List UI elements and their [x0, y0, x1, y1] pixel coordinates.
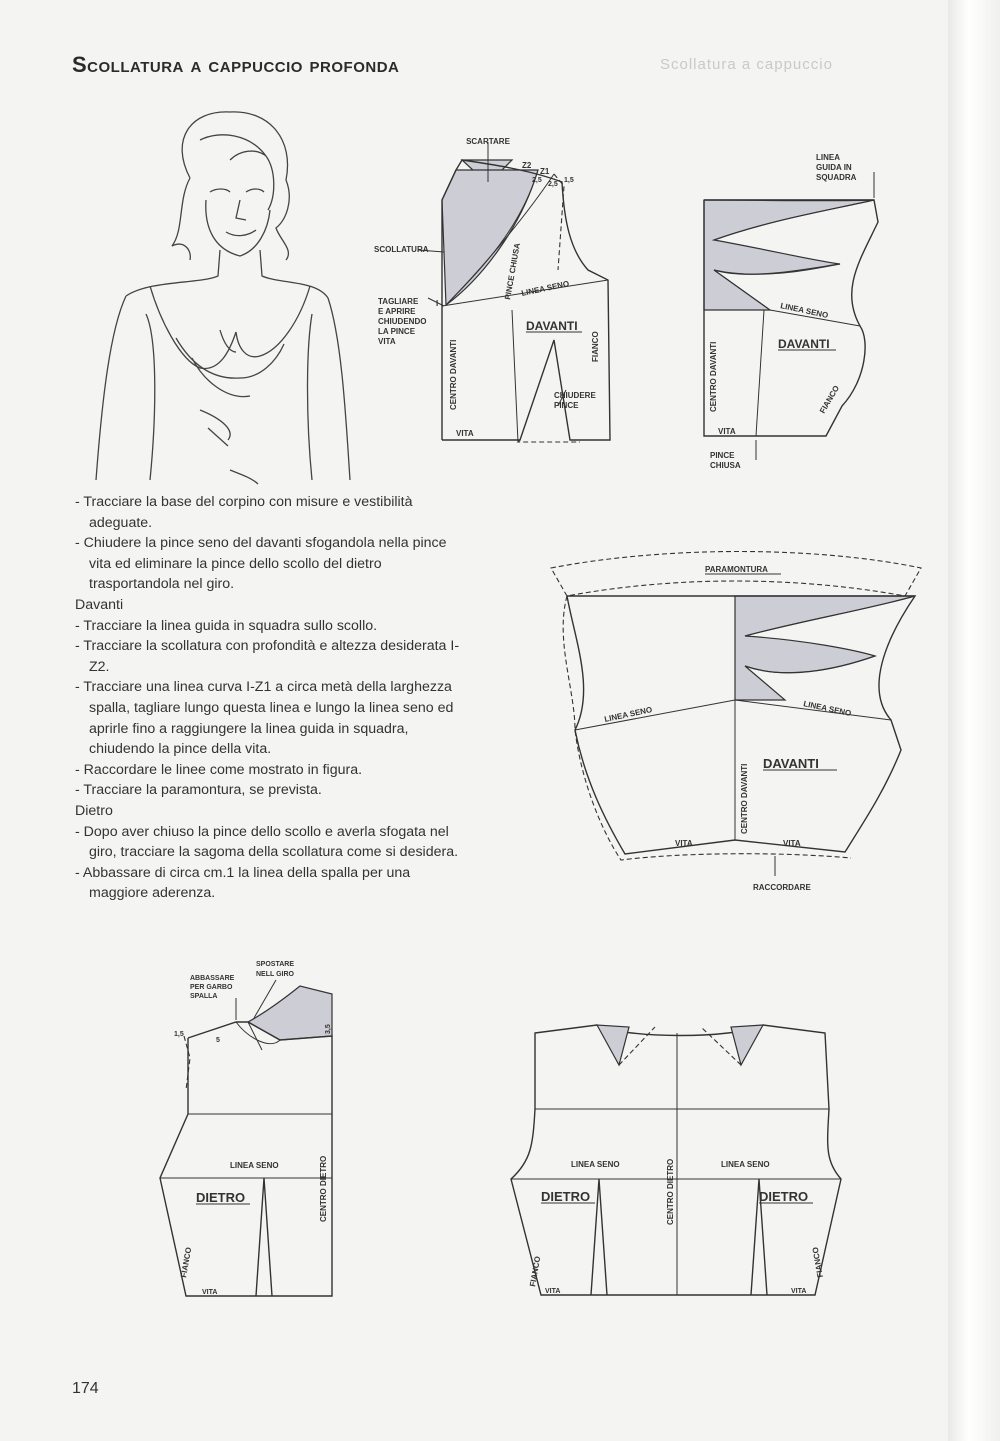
dietro-label: DIETRO	[196, 1190, 246, 1205]
bleed-through-title: Scollatura a cappuccio	[660, 56, 833, 73]
tagliare-line-4: LA PINCE	[378, 327, 416, 336]
z2-label: Z2	[522, 161, 532, 170]
back-outline	[511, 1025, 841, 1295]
bodice-outline	[704, 200, 878, 436]
intro-item: - Chiudere la pince seno del davanti sfogandola nella pince vita ed eliminare la pince dello scollo del dietro trasportandola nel giro.	[75, 535, 447, 593]
linea-guida-line-2: GUIDA IN	[816, 163, 852, 172]
fashion-sketch	[80, 100, 380, 500]
abbassare-line-2: PER GARBO	[190, 984, 233, 991]
diagram-davanti-aperto	[690, 150, 910, 480]
tagliare-line-3: CHIUDENDO	[378, 317, 427, 326]
scartare-label: SCARTARE	[466, 137, 510, 146]
linea-seno-right-label: LINEA SENO	[802, 699, 853, 719]
measure-1: 2,5	[532, 177, 542, 184]
linea-seno-left-label: LINEA SENO	[603, 705, 653, 724]
centro-davanti-label: CENTRO DAVANTI	[449, 339, 458, 410]
point-i-label: I	[436, 299, 439, 308]
raccordare-label: RACCORDARE	[753, 883, 811, 892]
linea-guida-line-1: LINEA	[816, 153, 840, 162]
scollatura-area	[442, 170, 538, 305]
fianco-right-label: FIANCO	[810, 1246, 825, 1279]
vita-label: VITA	[718, 427, 736, 436]
fianco-label: FIANCO	[179, 1246, 194, 1279]
vita-left-label: VITA	[545, 1288, 561, 1295]
diagram-davanti-taglio	[370, 130, 630, 450]
page-number: 174	[72, 1380, 99, 1397]
tagliare-line-2: E APRIRE	[378, 307, 416, 316]
dietro-item: - Dopo aver chiuso la pince dello scollo e averla sfogata nel giro, tracciare la sagoma della scollatura come si desidera.	[75, 823, 459, 861]
diagram-dietro-full	[505, 1015, 855, 1335]
vita-label: VITA	[202, 1289, 218, 1296]
davanti-item: - Tracciare la scollatura con profondità e altezza desiderata I-Z2.	[75, 638, 460, 675]
tagliare-line-5: VITA	[378, 337, 396, 346]
davanti-item: - Tracciare una linea curva I-Z1 a circa metà della larghezza spalla, tagliare lungo questa linea e lungo la linea seno ed aprirle fino a raggiungere la linea guida in squadra, chiudendo la pince della vita.	[75, 679, 454, 758]
paramontura-label: PARAMONTURA	[705, 565, 768, 574]
abbassare-line-1: ABBASSARE	[190, 975, 235, 982]
linea-guida-line-3: SQUADRA	[816, 173, 857, 182]
pince-chiusa-line-2: CHIUSA	[710, 461, 741, 470]
chiudere-line-1: CHIUDERE	[554, 391, 596, 400]
z1-label: Z1	[540, 167, 550, 176]
dietro-heading: Dietro	[75, 802, 113, 819]
dietro-right-label: DIETRO	[759, 1189, 809, 1204]
vita-right-label: VITA	[783, 839, 801, 848]
linea-seno-label: LINEA SENO	[520, 279, 570, 298]
shade-area	[704, 200, 874, 310]
pince-chiusa-label: PINCE CHIUSA	[503, 242, 522, 301]
davanti-label: DAVANTI	[763, 756, 819, 771]
davanti-item: - Raccordare le linee come mostrato in figura.	[75, 761, 363, 778]
scollatura-label: SCOLLATURA	[374, 245, 429, 254]
linea-seno-right-label: LINEA SENO	[721, 1160, 770, 1169]
intro-item: - Tracciare la base del corpino con misure e vestibilità adeguate.	[75, 494, 413, 531]
davanti-label: DAVANTI	[778, 337, 830, 351]
centro-davanti-label: CENTRO DAVANTI	[709, 341, 718, 412]
measure-15: 1,5	[174, 1031, 184, 1038]
pince-chiusa-line-1: PINCE	[710, 451, 735, 460]
page-title: Scollatura a cappuccio profonda	[72, 52, 400, 77]
fianco-label: FIANCO	[591, 331, 600, 362]
measure-3: 1,5	[564, 177, 574, 184]
fianco-label: FIANCO	[817, 383, 842, 415]
spostare-line-2: NELL GIRO	[256, 971, 294, 978]
instructions	[72, 492, 472, 904]
davanti-item: - Tracciare la paramontura, se prevista.	[75, 782, 322, 799]
page-edge	[948, 0, 1000, 1441]
diagram-paramontura	[545, 540, 935, 900]
centro-dietro-label: CENTRO DIETRO	[666, 1158, 675, 1225]
davanti-item: - Tracciare la linea guida in squadra sullo scollo.	[75, 617, 378, 634]
vita-left-label: VITA	[675, 839, 693, 848]
abbassare-line-3: SPALLA	[190, 993, 218, 1000]
centro-davanti-label: CENTRO DAVANTI	[740, 763, 749, 834]
centro-dietro-label: CENTRO DIETRO	[319, 1155, 328, 1222]
vita-right-label: VITA	[791, 1288, 807, 1295]
measure-2: 2,5	[548, 181, 558, 188]
measure-35: 3,5	[325, 1024, 332, 1034]
dietro-item: - Abbassare di circa cm.1 la linea della spalla per una maggiore aderenza.	[75, 864, 411, 902]
linea-seno-left-label: LINEA SENO	[571, 1160, 620, 1169]
diagram-dietro-half	[160, 950, 360, 1340]
linea-seno-label: LINEA SENO	[779, 301, 830, 321]
dietro-left-label: DIETRO	[541, 1189, 591, 1204]
linea-seno-label: LINEA SENO	[230, 1161, 279, 1170]
spostare-line-1: SPOSTARE	[256, 961, 294, 968]
davanti-label: DAVANTI	[526, 319, 578, 333]
tagliare-line-1: TAGLIARE	[378, 297, 419, 306]
chiudere-line-2: PINCE	[554, 401, 579, 410]
spostare-area	[248, 986, 332, 1040]
measure-5: 5	[216, 1037, 220, 1044]
davanti-heading: Davanti	[75, 596, 124, 613]
vita-label: VITA	[456, 429, 474, 438]
shade-area	[735, 596, 915, 700]
fianco-left-label: FIANCO	[528, 1255, 543, 1288]
